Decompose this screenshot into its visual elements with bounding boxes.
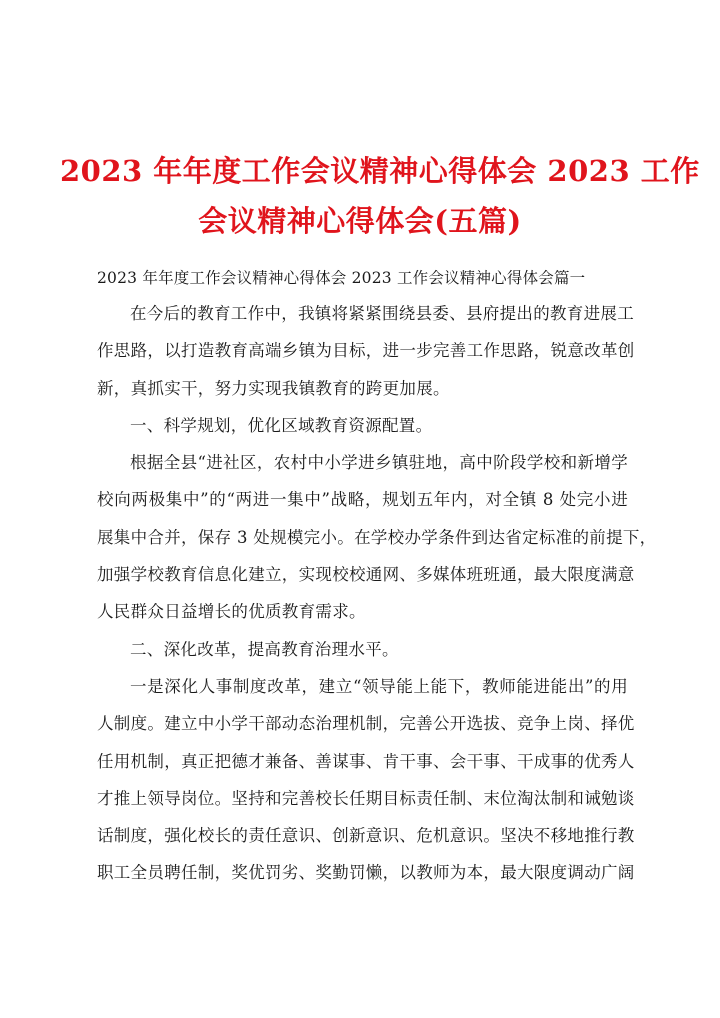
paragraph	[97, 631, 628, 668]
paragraph-line: 加强学校教育信息化建立，实现校校通网、多媒体班班通，最大限度满意	[97, 565, 635, 585]
paragraph-line: 作思路，以打造教育高端乡镇为目标，进一步完善工作思路，锐意改革创	[97, 341, 635, 361]
paragraph-line: 二、深化改革，提高教育治理水平。	[130, 639, 399, 659]
paragraph-line: 一、科学规划，优化区域教育资源配置。	[130, 415, 433, 435]
paragraph-line: 职工全员聘任制，奖优罚劣、奖勤罚懒，以教师为本，最大限度调动广阔	[97, 863, 635, 883]
paragraph-line: 在今后的教育工作中，我镇将紧紧围绕县委、县府提出的教育进展工	[130, 304, 634, 323]
paragraph-line: 校向两极集中”的“两进一集中”战略，规划五年内，对全镇 8 处完小进	[97, 490, 628, 510]
paragraph-line: 新，真抓实干，努力实现我镇教育的跨更加展。	[97, 378, 450, 398]
paragraph-line: 展集中合并，保存 3 处规模完小。在学校办学条件到达省定标准的前提下，	[97, 527, 657, 547]
paragraph-line: 一是深化人事制度改革，建立“领导能上能下，教师能进能出”的用	[130, 676, 628, 696]
document-title	[60, 146, 700, 246]
paragraph-line: 才推上领导岗位。坚持和完善校长任期目标责任制、末位淘汰制和诫勉谈	[97, 788, 635, 808]
title-line-2: 会议精神心得体会(五篇)	[198, 204, 522, 238]
paragraph-line: 人民群众日益增长的优质教育需求。	[97, 602, 366, 622]
paragraph	[97, 407, 628, 444]
paragraph-line: 话制度，强化校长的责任意识、创新意识、危机意识。坚决不移地推行教	[97, 826, 635, 846]
section-heading: 2023 年年度工作会议精神心得体会 2023 工作会议精神心得体会篇一	[97, 269, 586, 287]
paragraph-line: 根据全县“进社区，农村中小学进乡镇驻地，高中阶段学校和新增学	[130, 453, 628, 473]
title-line-1: 2023 年年度工作会议精神心得体会 2023 工作	[60, 154, 700, 188]
paragraph	[97, 444, 657, 630]
paragraph-line: 任用机制，真正把德才兼备、善谋事、肯干事、会干事、干成事的优秀人	[97, 751, 635, 771]
document-body	[97, 295, 657, 892]
paragraph	[97, 295, 635, 407]
paragraph-line: 人制度。建立中小学干部动态治理机制，完善公开选拔、竞争上岗、择优	[97, 714, 635, 734]
paragraph	[97, 668, 635, 892]
